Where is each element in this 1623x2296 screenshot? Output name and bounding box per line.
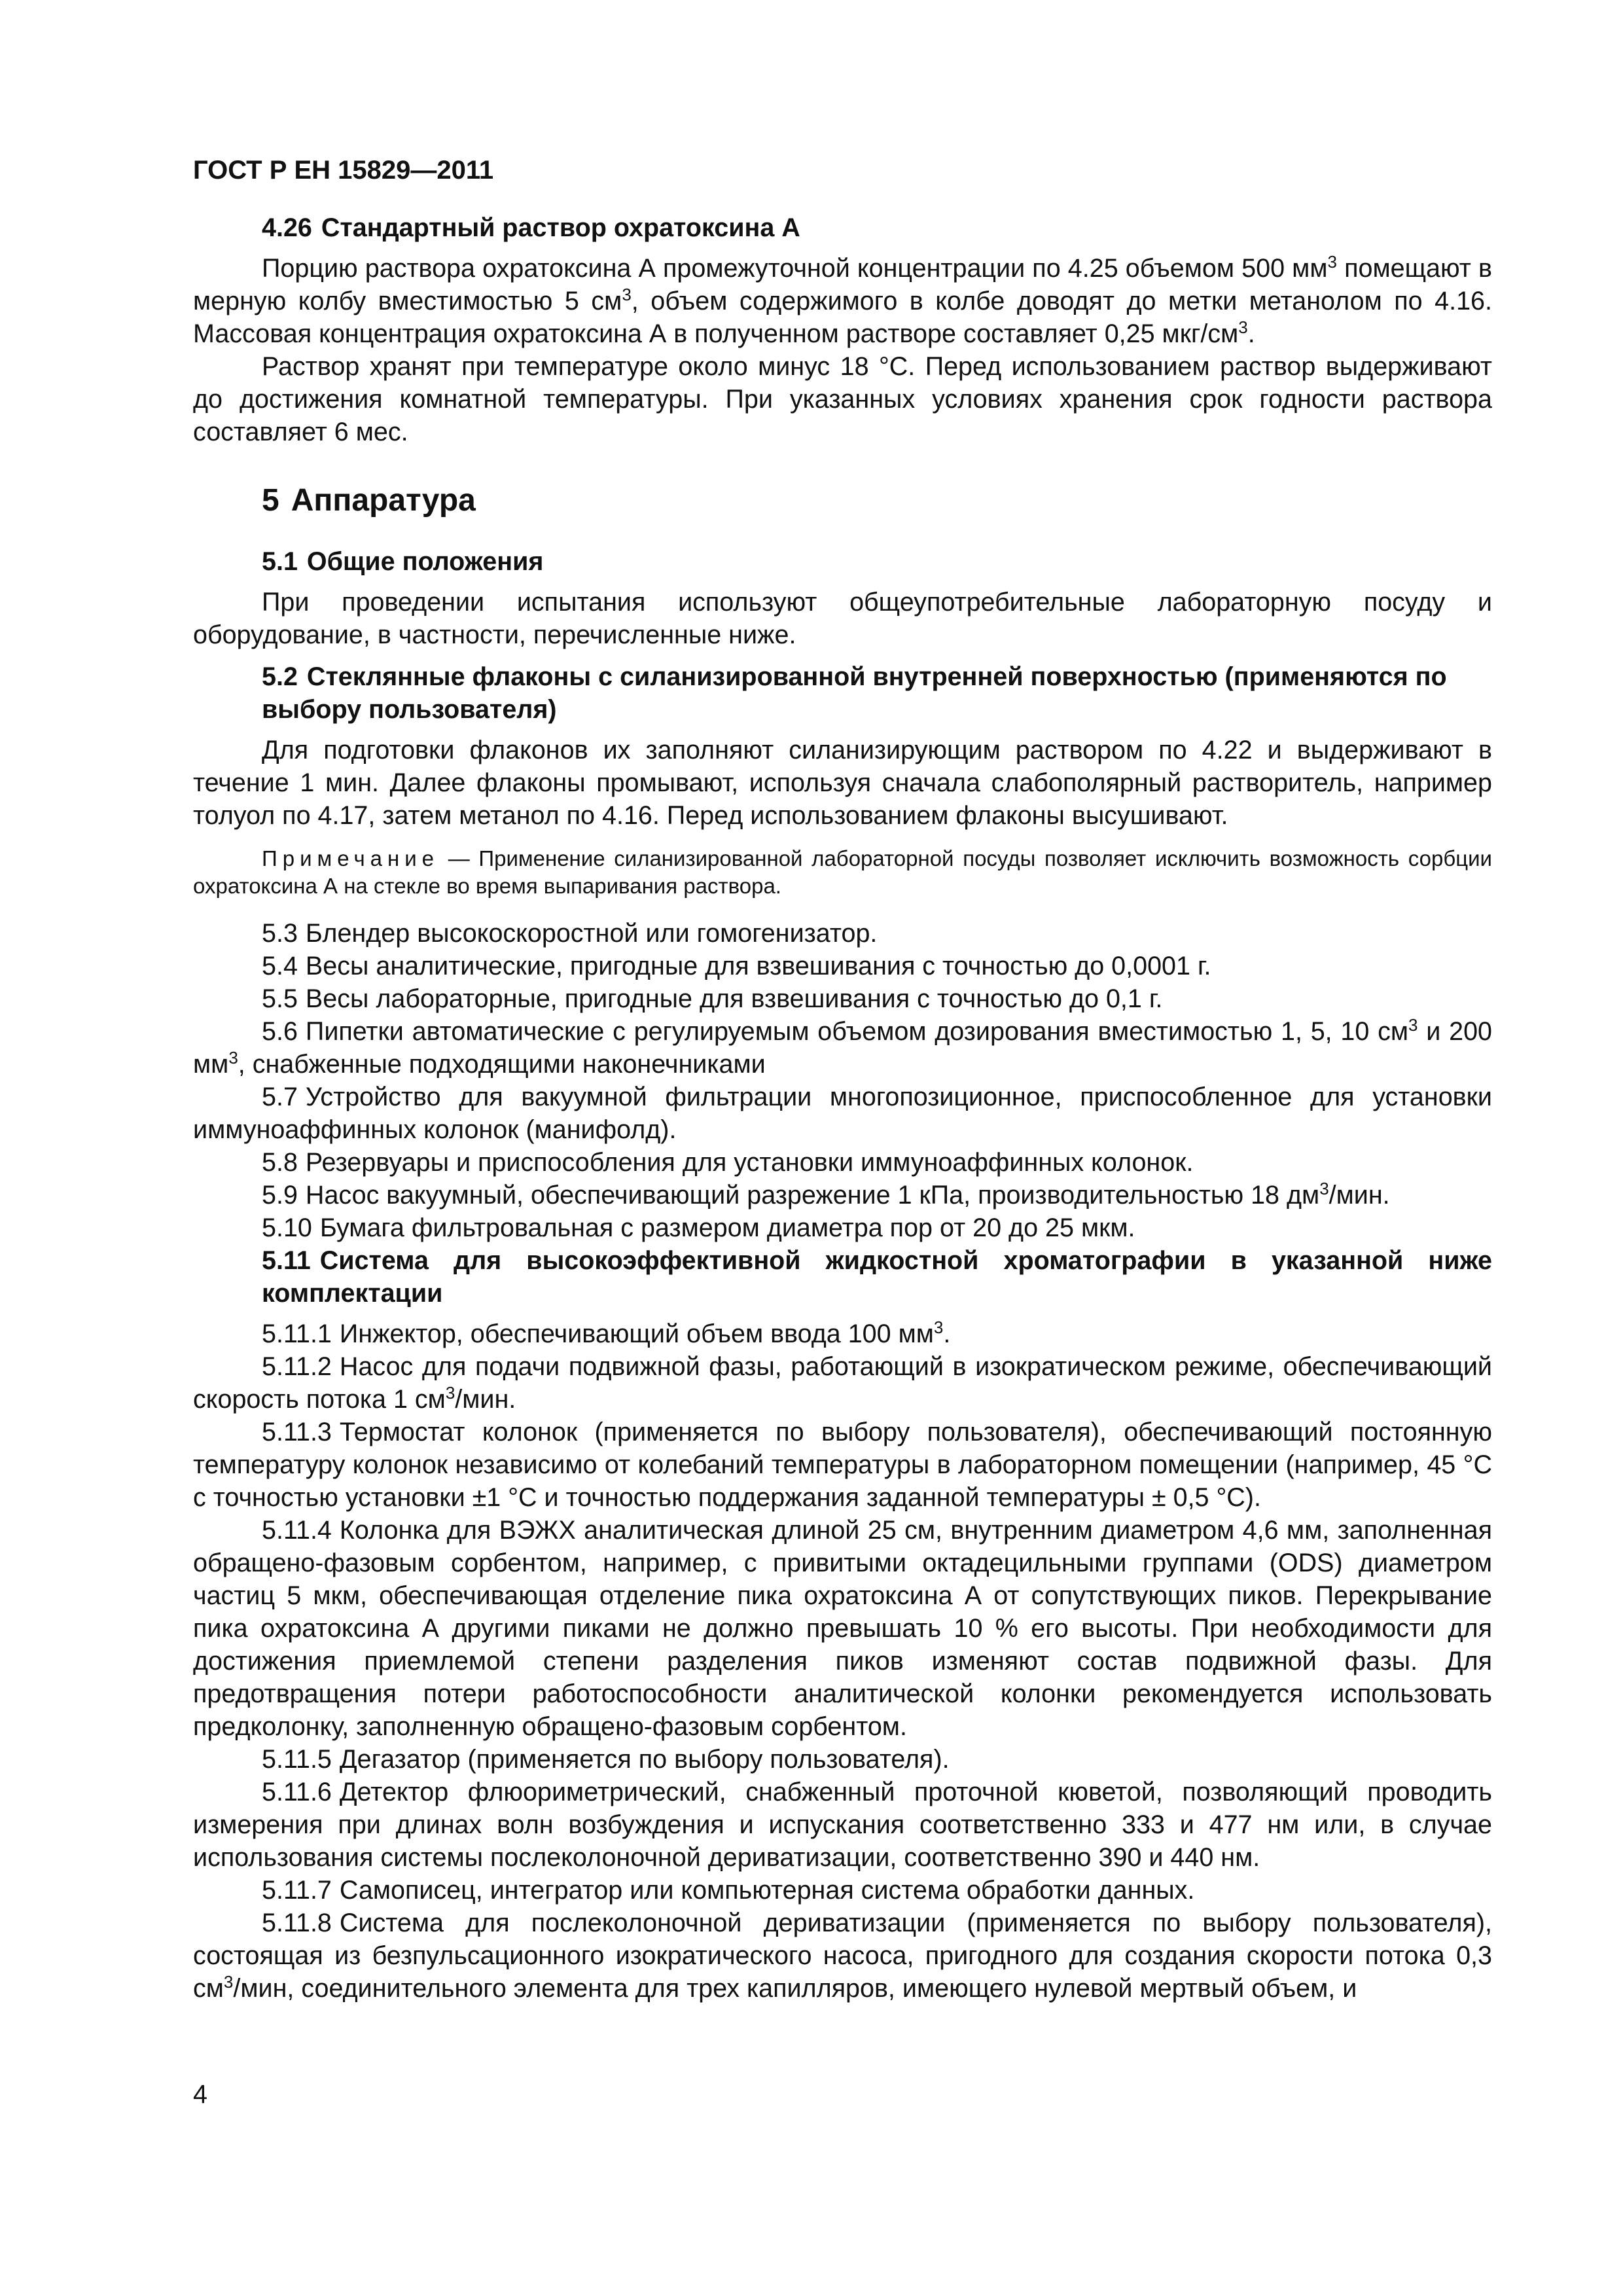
subsection-5-11-title: 5.11 Система для высокоэффективной жидкостной хроматографии в указанной ниже комплектации [262,1246,1492,1308]
item-5-11-5: 5.11.5 Дегазатор (применяется по выбору пользователя). [262,1745,950,1774]
page-number: 4 [193,2080,207,2109]
item-5-8: 5.8 Резервуары и приспособления для установки иммуноаффинных колонок. [262,1148,1194,1177]
item-5-11-2: 5.11.2 Насос для подачи подвижной фазы, работающий в изократическом режиме, обеспечивающий скорость потока 1 $см^3$/мин. [193,1352,1492,1414]
note-5-2 [193,845,1492,900]
item-5-9: 5.9 Насос вакуумный, обеспечивающий разрежение 1 кПа, производительностью 18 $дм^3$/мин. [262,1179,1390,1210]
item-5-11-1: 5.11.1 Инжектор, обеспечивающий объем ввода 100 $мм^3$. [262,1318,951,1348]
paragraph-4-26-1: Порцию раствора охратоксина А промежуточной концентрации по 4.25 объемом 500 $мм^3$ помещают в мерную колбу вместимостью 5 $см^3$, объем содержимого в колбе доводят до метки метанолом по 4.16. Массовая концентрация охратоксина А в полученном растворе составляет 0,25 мкг/$см^3$. [193,252,1492,348]
note-text: — Применение силанизированной лабораторной посуды позволяет исключить возможность сорбции охратоксина А на стекле во время выпаривания раствора. [193,846,1492,898]
item-5-11-4: 5.11.4 Колонка для ВЭЖХ аналитическая длиной 25 см, внутренним диаметром 4,6 мм, заполненная обращено-фазовым сорбентом, например, с привитыми октадецильными группами (ODS) диаметром частиц 5 мкм, обеспечивающая отделение пика охратоксина А от сопутствующих пиков. Перекрывание пика охратоксина А другими пиками не должно превышать 10 % его высоты. При необходимости для достижения приемлемой степени разделения пиков изменяют состав подвижной фазы. Для предотвращения потери работоспособности аналитической колонки рекомендуется использовать предколонку, заполненную обращено-фазовым сорбентом. [193,1516,1492,1741]
item-5-7: 5.7 Устройство для вакуумной фильтрации многопозиционное, приспособленное для установки иммуноаффинных колонок (манифолд). [193,1083,1492,1144]
section-title-text: Аппаратура [291,483,476,518]
item-5-11-3: 5.11.3 Термостат колонок (применяется по выбору пользователя), обеспечивающий постоянную температуру колонок независимо от колебаний температуры в лабораторном помещении (например, 45 °С с точностью установки ±1 °С и точностью поддержания заданной температуры ± 0,5 °С). [193,1418,1492,1512]
paragraph-5-2: Для подготовки флаконов их заполняют силанизирующим раствором по 4.22 и выдерживают в течение 1 мин. Далее флаконы промывают, используя сначала слабополярный растворитель, например толуол по 4.17, затем метанол по 4.16. Перед использованием флаконы высушивают. [193,736,1492,830]
item-5-10: 5.10 Бумага фильтровальная с размером диаметра пор от 20 до 25 мкм. [262,1213,1135,1242]
item-5-6: 5.6 Пипетки автоматические с регулируемым объемом дозирования вместимостью 1, 5, 10 $см^3$ и 200 $мм^3$, снабженные подходящими наконечниками [193,1015,1493,1079]
item-5-4: 5.4 Весы аналитические, пригодные для взвешивания с точностью до 0,0001 г. [262,952,1211,980]
note-label: Примечание [262,846,440,870]
item-5-11-6: 5.11.6 Детектор флюориметрический, снабженный проточной кюветой, позволяющий проводить измерения при длинах волн возбуждения и испускания соответственно 333 и 477 нм или, в случае использования системы послеколоночной дериватизации, соответственно 390 и 440 нм. [193,1778,1492,1872]
item-5-11-8: 5.11.8 Система для послеколоночной дериватизации (применяется по выбору пользователя), состоящая из безпульсационного изократического насоса, пригодного для создания скорости потока 0,3 $см^3$/мин, соединительного элемента для трех капилляров, имеющего нулевой мертвый объем, и [193,1909,1492,2003]
subsection-5-2-title: 5.2 Стеклянные флаконы с силанизированной внутренней поверхностью (применяются по выбору пользователя) [262,662,1447,724]
item-5-3: 5.3 Блендер высокоскоростной или гомогенизатор. [262,919,878,948]
item-5-11-7: 5.11.7 Самописец, интегратор или компьютерная система обработки данных. [262,1876,1195,1905]
paragraph-4-26-2: Раствор хранят при температуре около минус 18 °С. Перед использованием раствор выдерживают до достижения комнатной температуры. При указанных условиях хранения срок годности раствора составляет 6 мес. [193,352,1492,446]
subsection-number: 4.26 [262,213,312,242]
paragraph-5-1: При проведении испытания используют общеупотребительные лабораторную посуду и оборудование, в частности, перечисленные ниже. [193,588,1492,649]
section-number: 5 [262,483,279,518]
item-5-5: 5.5 Весы лабораторные, пригодные для взвешивания с точностью до 0,1 г. [262,984,1163,1013]
document-code-header: ГОСТ Р ЕН 15829—2011 [193,156,494,185]
section-5-title [193,481,1492,520]
subsection-4-26-title [193,211,1492,244]
subsection-5-1-title: 5.1 Общие положения [262,547,544,576]
document-page [193,154,1492,2005]
subsection-title-text: Стандартный раствор охратоксина А [321,213,800,242]
